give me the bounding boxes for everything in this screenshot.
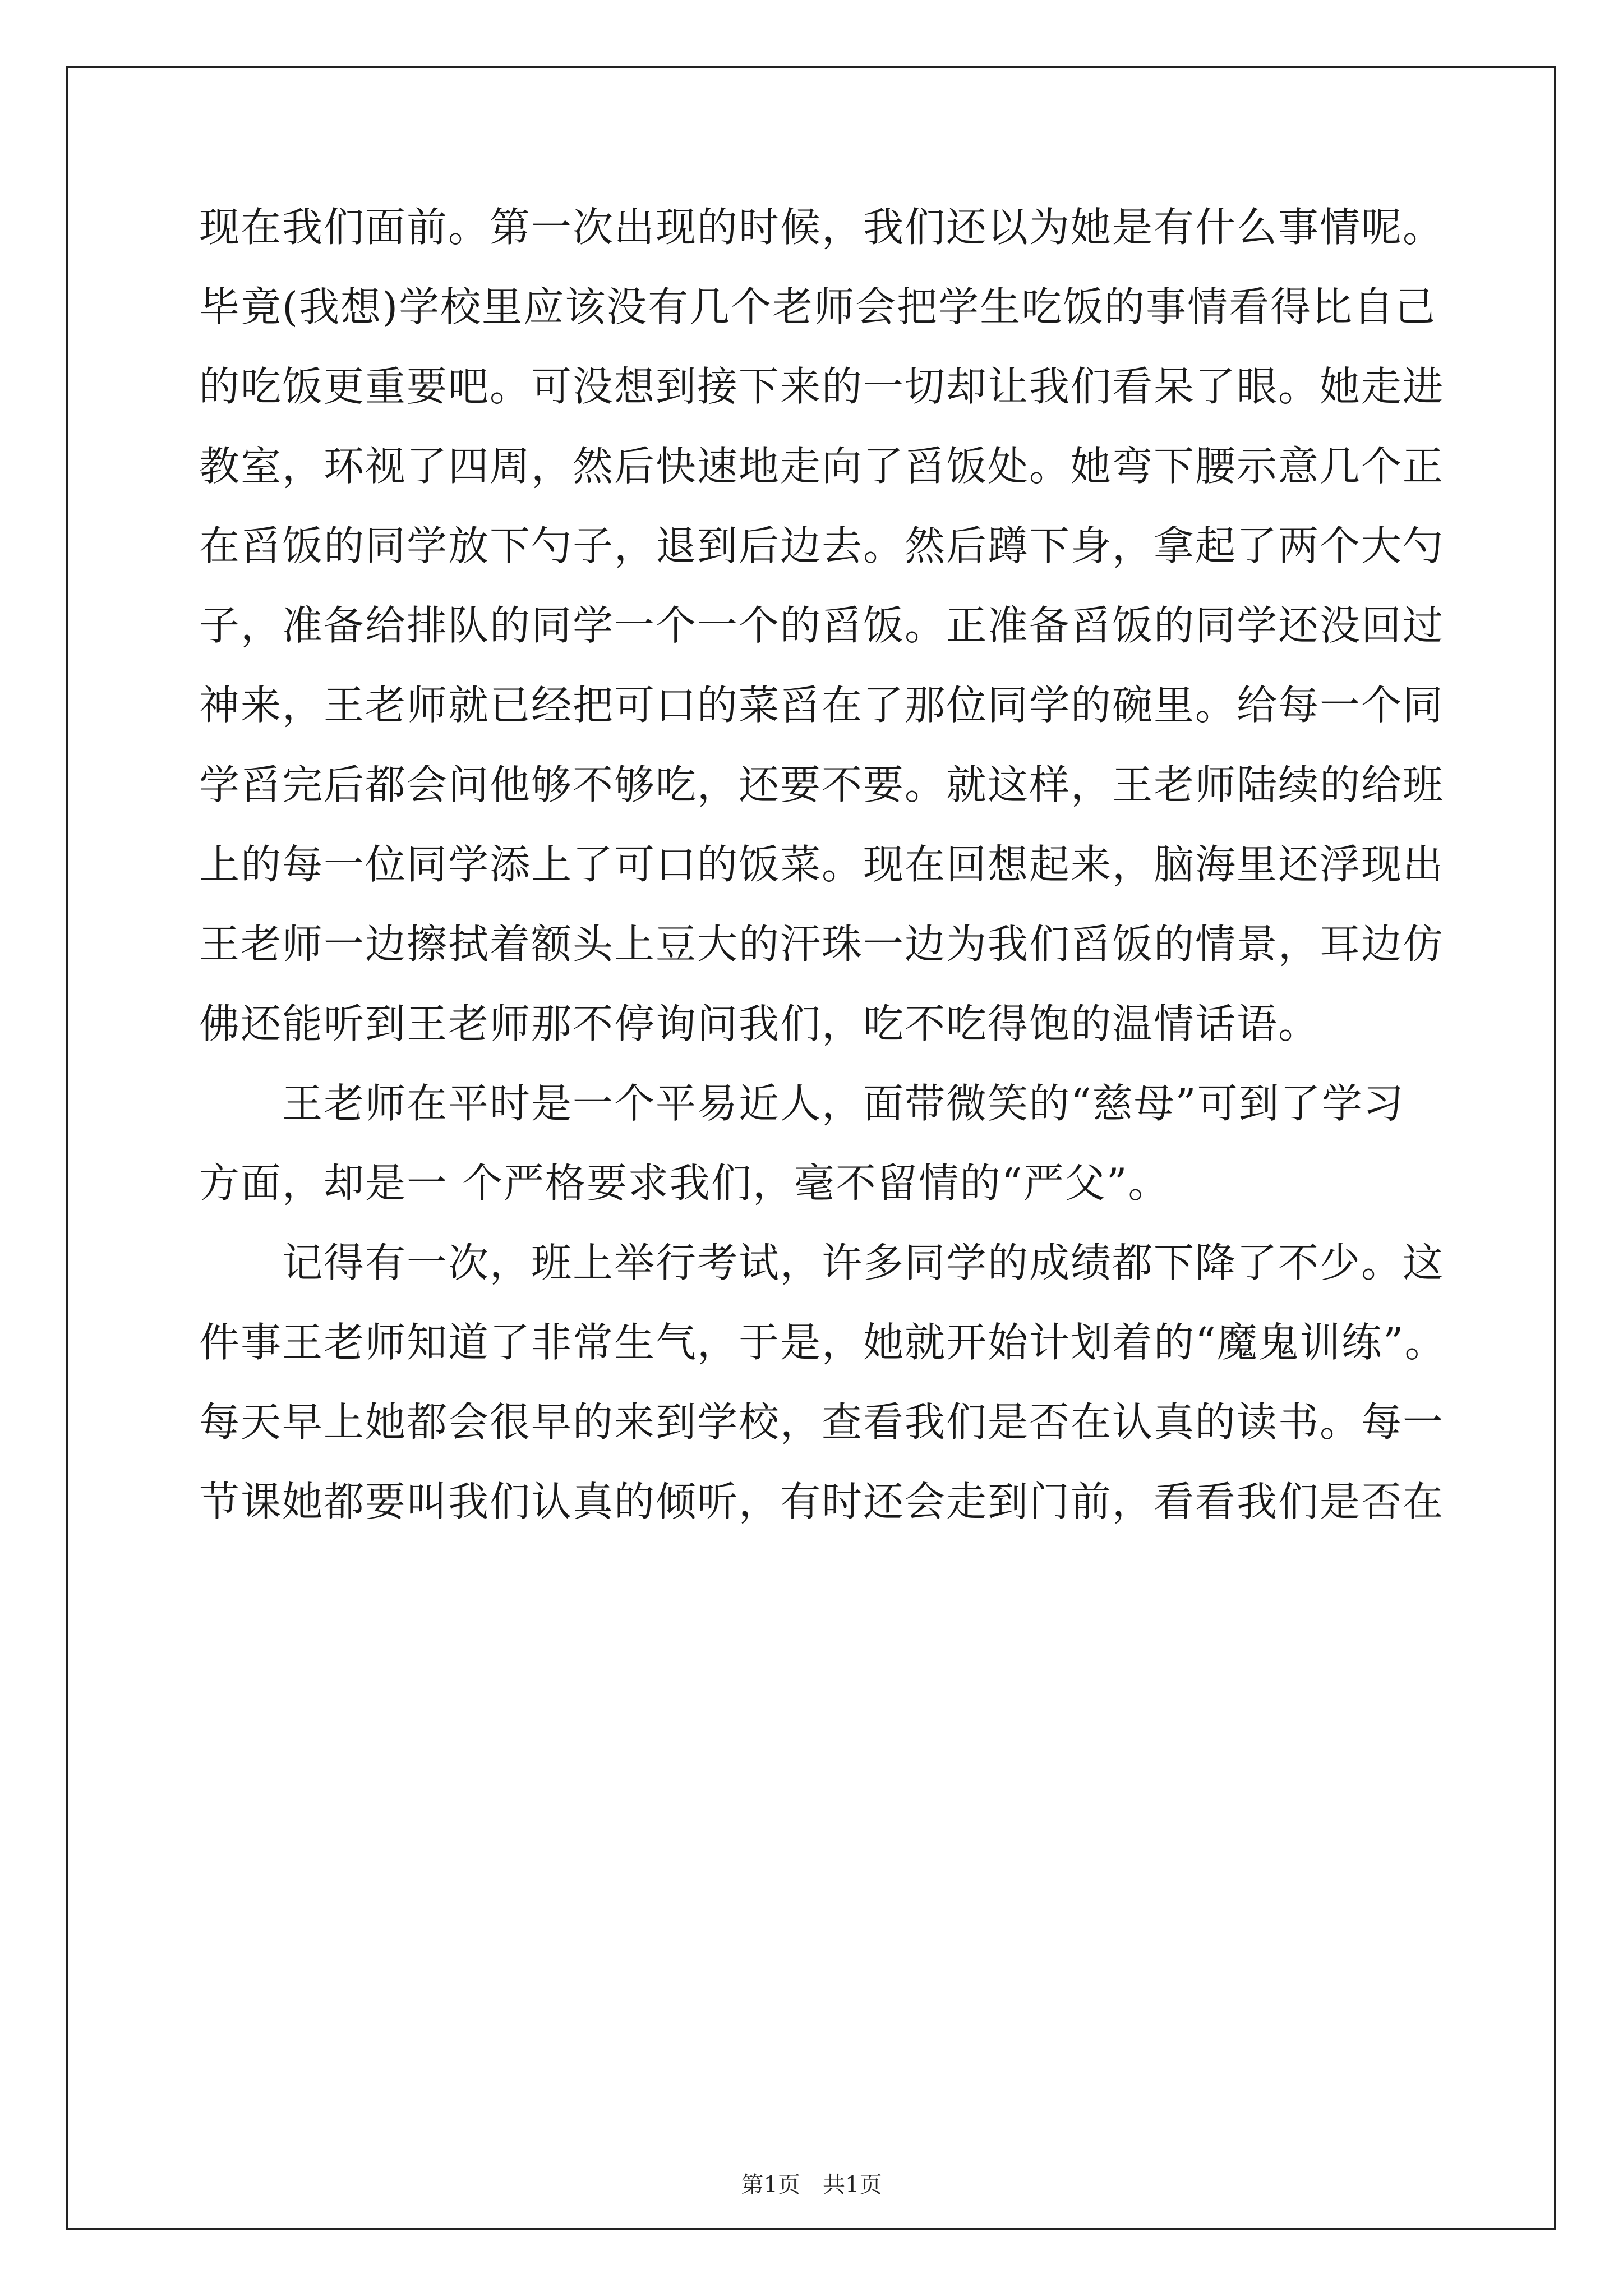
text-line: 节课她都要叫我们认真的倾听，有时还会走到门前，看看我们是否在 (199, 1478, 1445, 1525)
paragraph-start-line: 王老师在平时是一个平易近人，面带微笑的“慈母”可到了学习 (199, 1080, 1405, 1127)
text-line: 毕竟(我想)学校里应该没有几个老师会把学生吃饭的事情看得比自己 (199, 283, 1437, 330)
text-line: 神来，王老师就已经把可口的菜舀在了那位同学的碗里。给每一个同 (199, 682, 1445, 729)
text-line: 子，准备给排队的同学一个一个的舀饭。正准备舀饭的同学还没回过 (199, 602, 1445, 649)
text-line: 每天早上她都会很早的来到学校，查看我们是否在认真的读书。每一 (199, 1398, 1445, 1446)
text-line: 教室，环视了四周，然后快速地走向了舀饭处。她弯下腰示意几个正 (199, 443, 1445, 490)
text-line: 王老师一边擦拭着额头上豆大的汗珠一边为我们舀饭的情景，耳边仿 (199, 921, 1445, 968)
text-line: 学舀完后都会问他够不够吃，还要不要。就这样，王老师陆续的给班 (199, 761, 1445, 808)
text-line: 方面，却是一 个严格要求我们，毫不留情的“严父”。 (199, 1159, 1170, 1207)
text-line: 件事王老师知道了非常生气，于是，她就开始计划着的“魔鬼训练”。 (199, 1319, 1446, 1366)
text-line: 上的每一位同学添上了可口的饭菜。现在回想起来，脑海里还浮现出 (199, 841, 1445, 888)
text-line: 的吃饭更重要吧。可没想到接下来的一切却让我们看呆了眼。她走进 (199, 363, 1445, 410)
paragraph-start-line: 记得有一次，班上举行考试，许多同学的成绩都下降了不少。这 (199, 1239, 1445, 1286)
text-line: 佛还能听到王老师那不停询问我们，吃不吃得饱的温情话语。 (199, 1000, 1320, 1047)
text-line: 在舀饭的同学放下勺子，退到后边去。然后蹲下身，拿起了两个大勺 (199, 522, 1445, 569)
page-number: 第1页 (741, 2172, 800, 2198)
text-line: 现在我们面前。第一次出现的时候，我们还以为她是有什么事情呢。 (199, 204, 1445, 251)
page-footer (0, 2171, 1623, 2199)
page-total: 共1页 (823, 2172, 882, 2198)
